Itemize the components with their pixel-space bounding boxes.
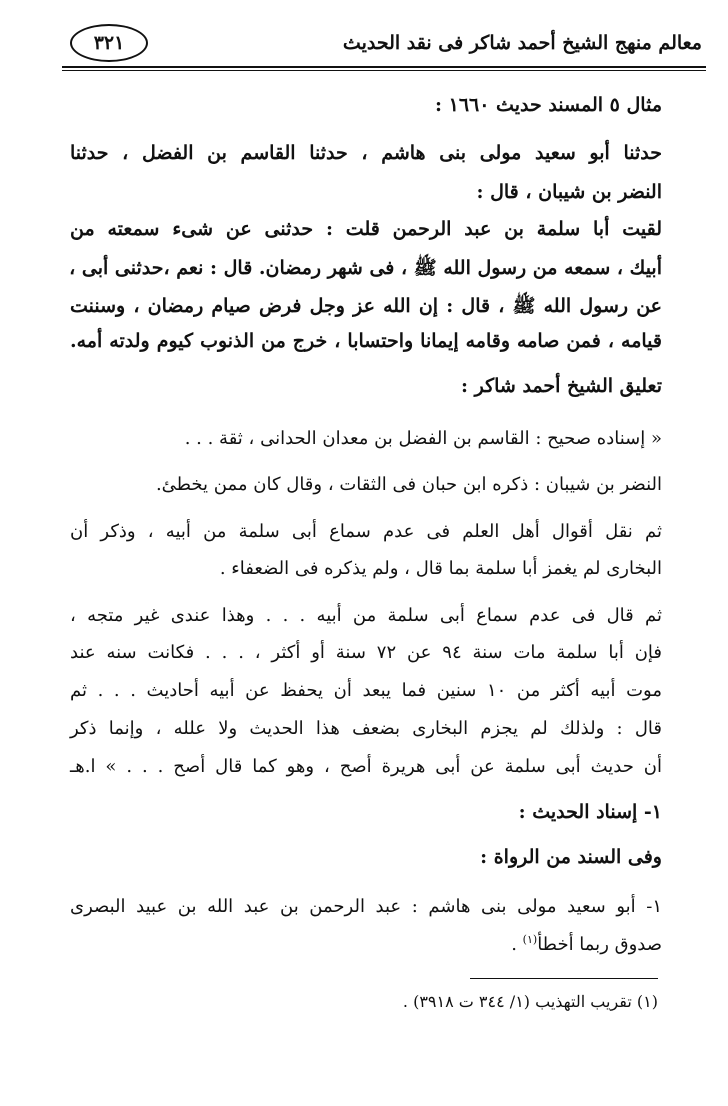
header-rule (62, 66, 706, 68)
running-header (62, 18, 706, 68)
page-number: ٣٢١ (93, 32, 125, 54)
commentary-line: قال : ولذلك لم يجزم البخارى بضعف هذا الحديث ولا علله ، وإنما ذكر (70, 718, 662, 739)
commentary-line: أن حديث أبى سلمة عن أبى هريرة أصح ، وهو كما قال أصح . . . » ا.هـ (70, 756, 662, 777)
commentary-line: ثم نقل أقوال أهل العلم فى عدم سماع أبى سلمة من أبيه ، وذكر أن (70, 521, 662, 542)
hadith-text-line: قيامه ، فمن صامه وقامه إيمانا واحتسابا ، خرج من الذنوب كيوم ولدته أمه. (70, 330, 662, 352)
section-heading: وفى السند من الرواة : (480, 846, 662, 868)
narrator-line: ١- أبو سعيد مولى بنى هاشم : عبد الرحمن بن عبد الله بن عبيد البصرى (70, 896, 662, 917)
hadith-text-line: النضر بن شيبان ، قال : (476, 181, 662, 203)
header-rule-thin (62, 70, 706, 71)
footnote: (١) تقريب التهذيب (١/ ٣٤٤ ت ٣٩١٨) . (402, 992, 658, 1011)
narrator-line (70, 933, 662, 955)
section-heading: ١- إسناد الحديث : (518, 801, 662, 823)
hadith-text-line: عن رسول الله ﷺ ، قال : إن الله عز وجل فرض صيام رمضان ، وسننت (70, 295, 662, 317)
commentary-heading: تعليق الشيخ أحمد شاكر : (460, 375, 662, 397)
commentary-line: فإن أبا سلمة مات سنة ٩٤ عن ٧٢ سنة أو أكثر ، . . . فكانت سنه عند (70, 642, 663, 663)
footnote-marker[interactable]: (١) (522, 933, 538, 946)
running-title: معالم منهج الشيخ أحمد شاكر فى نقد الحديث (342, 32, 702, 54)
footnote-rule (470, 978, 658, 979)
hadith-text-line: أبيك ، سمعه من رسول الله ﷺ ، فى شهر رمضان. قال : نعم ،حدثنى أبى ، (69, 257, 662, 279)
example-heading: مثال ٥ المسند حديث ١٦٦٠ : (434, 94, 662, 116)
commentary-line: ثم قال فى عدم سماع أبى سلمة من أبيه . . . وهذا عندى غير متجه ، (70, 605, 662, 626)
commentary-line: البخارى لم يغمز أبا سلمة بما قال ، ولم يذكره فى الضعفاء . (219, 558, 662, 579)
commentary-line: النضر بن شيبان : ذكره ابن حبان فى الثقات ، وقال كان ممن يخطئ. (155, 474, 662, 495)
narrator-text: صدوق ربما أخطأ (537, 934, 662, 955)
commentary-line: موت أبيه أكثر من ١٠ سنين فما يبعد أن يحفظ عن أبيه أحاديث . . . ثم (70, 680, 662, 701)
hadith-text-line: حدثنا أبو سعيد مولى بنى هاشم ، حدثنا القاسم بن الفضل ، حدثنا (70, 142, 662, 164)
hadith-text-line: لقيت أبا سلمة بن عبد الرحمن قلت : حدثنى عن شىء سمعته من (70, 218, 662, 240)
page-number-oval (70, 24, 148, 62)
narrator-text-end: . (511, 934, 523, 955)
commentary-line: « إسناده صحيح : القاسم بن الفضل بن معدان الحدانى ، ثقة . . . (184, 428, 662, 449)
